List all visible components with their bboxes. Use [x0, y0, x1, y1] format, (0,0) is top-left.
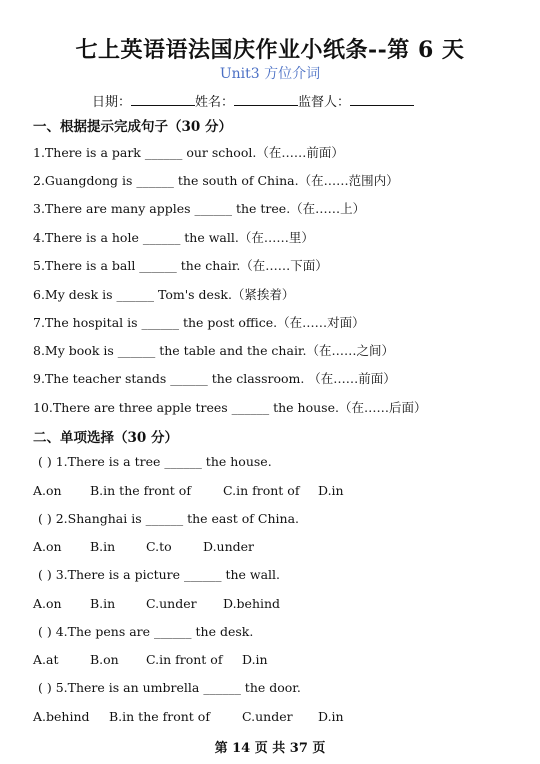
fill-item: 1.There is a park ______ our school.（在……前面）: [33, 145, 344, 160]
fill-item: 2.Guangdong is ______ the south of China.（在……范围内）: [33, 173, 399, 188]
mc-option: A.on: [33, 483, 62, 498]
supervisor-blank: [350, 93, 414, 106]
fill-item: 7.The hospital is ______ the post office.（在……对面）: [33, 315, 365, 330]
fill-item: 3.There are many apples ______ the tree.（在……上）: [33, 201, 366, 216]
mc-option: C.under: [242, 709, 293, 724]
section-2-heading: 二、单项选择（30 分）: [33, 430, 178, 446]
mc-option: D.in: [318, 483, 344, 498]
mc-question-stem: ( ) 5.There is an umbrella ______ the door.: [38, 680, 301, 695]
fill-item: 6.My desk is ______ Tom's desk.（紧挨着）: [33, 287, 295, 302]
mc-option: A.on: [33, 596, 62, 611]
mc-option: B.in the front of: [90, 483, 191, 498]
mc-option: B.on: [90, 652, 119, 667]
fill-item: 5.There is a ball ______ the chair.（在……下面）: [33, 258, 328, 273]
mc-question-stem: ( ) 1.There is a tree ______ the house.: [38, 454, 272, 469]
fill-item: 10.There are three apple trees ______ the house.（在……后面）: [33, 400, 427, 415]
info-line: [92, 91, 414, 110]
page-title: 七上英语语法国庆作业小纸条--第 6 天: [75, 37, 465, 63]
page-footer: 第 14 页 共 37 页: [214, 741, 326, 756]
mc-option: C.under: [146, 596, 197, 611]
name-label: 姓名：: [195, 95, 235, 110]
mc-option: D.behind: [223, 596, 281, 611]
mc-option: A.on: [33, 539, 62, 554]
mc-option: D.in: [242, 652, 268, 667]
section-1-heading: 一、根据提示完成句子（30 分）: [33, 119, 232, 135]
fill-item: 9.The teacher stands ______ the classroom. （在……前面）: [33, 371, 396, 386]
mc-option: D.under: [203, 539, 255, 554]
mc-option: B.in: [90, 596, 116, 611]
mc-option: A.behind: [33, 709, 90, 724]
page-subtitle: Unit3 方位介词: [219, 66, 321, 82]
fill-item: 4.There is a hole ______ the wall.（在……里）: [33, 230, 314, 245]
mc-option: A.at: [33, 652, 59, 667]
date-label: 日期：: [92, 95, 132, 110]
fill-item: 8.My book is ______ the table and the chair.（在……之间）: [33, 343, 395, 358]
mc-question-stem: ( ) 3.There is a picture ______ the wall.: [38, 567, 281, 582]
mc-question-stem: ( ) 4.The pens are ______ the desk.: [38, 624, 254, 639]
supervisor-label: 监督人：: [298, 95, 351, 110]
mc-option: B.in: [90, 539, 116, 554]
mc-option: C.in front of: [223, 483, 300, 498]
mc-option: C.to: [146, 539, 172, 554]
mc-option: C.in front of: [146, 652, 223, 667]
mc-question-stem: ( ) 2.Shanghai is ______ the east of China.: [38, 511, 299, 526]
date-blank: [131, 93, 195, 106]
mc-option: D.in: [318, 709, 344, 724]
name-blank: [234, 93, 298, 106]
mc-option: B.in the front of: [109, 709, 210, 724]
